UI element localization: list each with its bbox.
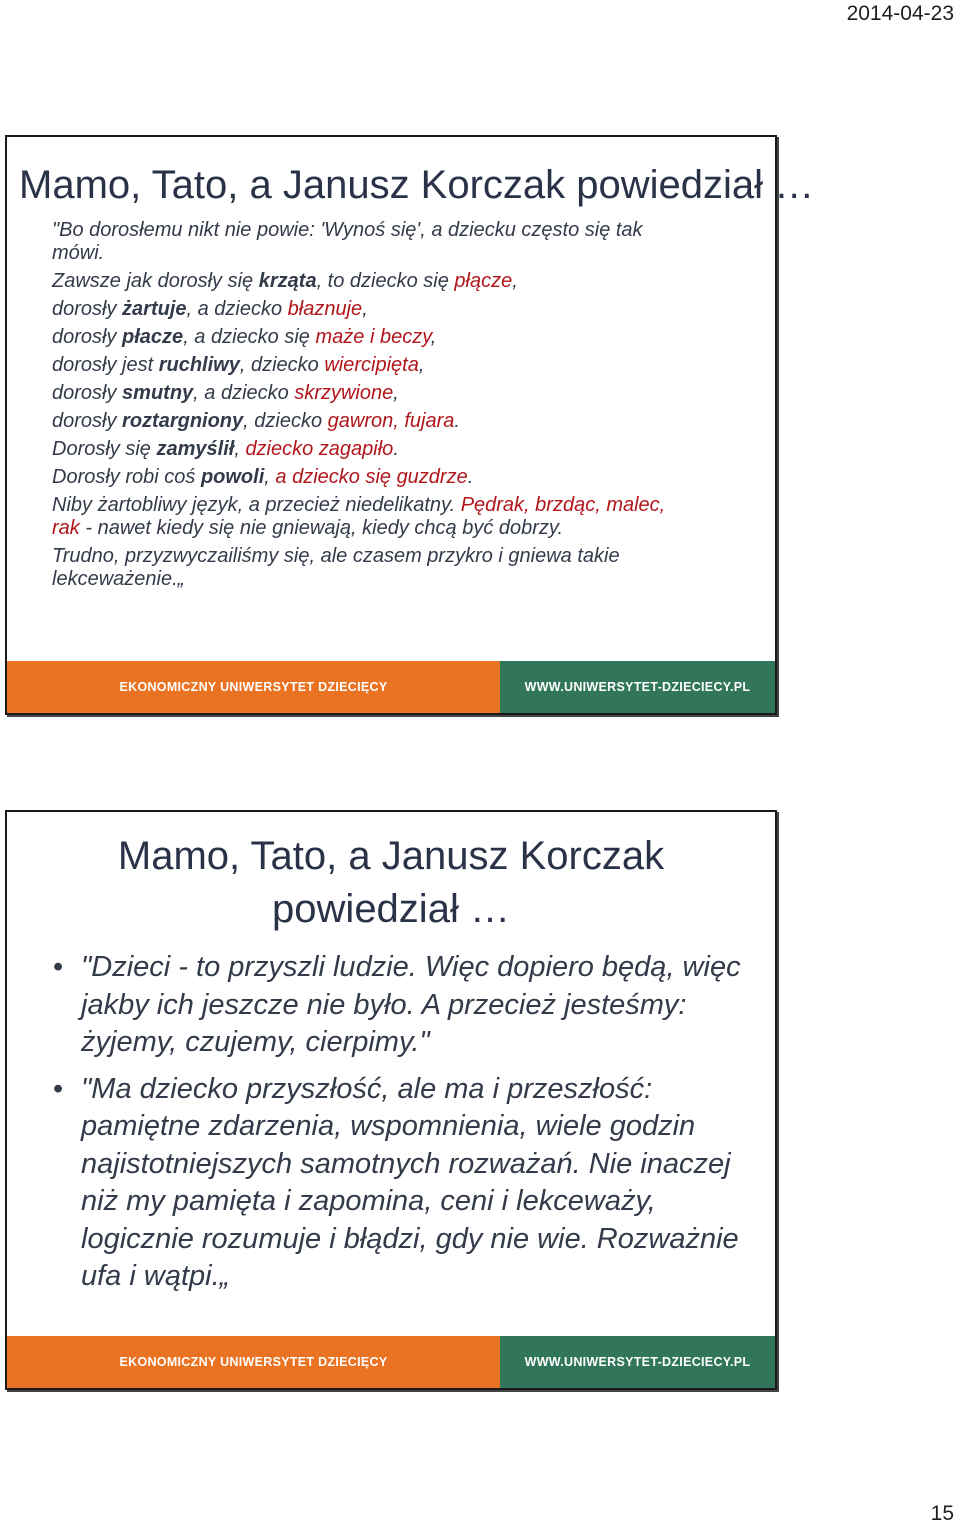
quote-line: Zawsze jak dorosły się krząta, to dziecko się płącze, bbox=[52, 270, 518, 292]
list-item bbox=[51, 949, 751, 1062]
slide-2-bullet-list bbox=[51, 949, 751, 1305]
footer-website-link[interactable]: WWW.UNIWERSYTET-DZIECIECY.PL bbox=[500, 1336, 775, 1388]
quote-line: dorosły smutny, a dziecko skrzywione, bbox=[52, 382, 399, 404]
list-item-text: "Ma dziecko przyszłość, ale ma i przeszłość: pamiętne zdarzenia, wspomnienia, wiele godzin najistotniejszych samotnych rozważań. Nie inaczej niż my pamięta i zapomina, ceni i lekceważy, logicznie rozumuje i błądzi, gdy nie wie. Rozważnie ufa i wątpi.„ bbox=[81, 1072, 739, 1292]
slide-1 bbox=[5, 135, 815, 715]
quote-line: "Bo dorosłemu nikt nie powie: 'Wynoś się', a dziecku często się tak bbox=[52, 219, 643, 241]
quote-line: mówi. bbox=[52, 242, 105, 264]
slide-1-title: Mamo, Tato, a Janusz Korczak powiedział … bbox=[19, 163, 815, 207]
quote-line: rak - nawet kiedy się nie gniewają, kiedy chcą być dobrzy. bbox=[52, 517, 563, 539]
bullet-icon: • bbox=[53, 1072, 64, 1105]
quote-line: Dorosły robi coś powoli, a dziecko się guzdrze. bbox=[52, 466, 474, 488]
quote-line: Trudno, przyzwyczailiśmy się, ale czasem przykro i gniewa takie bbox=[52, 545, 620, 567]
document-date: 2014-04-23 bbox=[846, 2, 954, 25]
list-item bbox=[51, 1071, 751, 1296]
quote-line: dorosły płacze, a dziecko się maże i beczy, bbox=[52, 326, 437, 348]
quote-line: dorosły roztargniony, dziecko gawron, fujara. bbox=[52, 410, 460, 432]
page-number: 15 bbox=[930, 1502, 954, 1525]
quote-line: lekceważenie.„ bbox=[52, 568, 185, 590]
slide-2-title-line: powiedział … bbox=[272, 887, 510, 931]
footer-brand-name: EKONOMICZNY UNIWERSYTET DZIECIĘCY bbox=[7, 661, 500, 713]
slide-footer bbox=[7, 661, 775, 713]
footer-brand-name: EKONOMICZNY UNIWERSYTET DZIECIĘCY bbox=[7, 1336, 500, 1388]
bullet-icon: • bbox=[53, 951, 64, 983]
quote-line: dorosły żartuje, a dziecko błaznuje, bbox=[52, 298, 368, 320]
quote-line: Dorosły się zamyślił, dziecko zagapiło. bbox=[52, 438, 399, 460]
footer-website-link[interactable]: WWW.UNIWERSYTET-DZIECIECY.PL bbox=[500, 661, 775, 713]
slide-footer bbox=[7, 1336, 775, 1388]
slide-1-quote bbox=[52, 219, 732, 596]
quote-line: Niby żartobliwy język, a przecież niedelikatny. Pędrak, brzdąc, malec, bbox=[52, 494, 666, 516]
slide-2-title bbox=[7, 830, 775, 936]
slide-2-title-line: Mamo, Tato, a Janusz Korczak bbox=[117, 834, 665, 878]
quote-line: dorosły jest ruchliwy, dziecko wiercipięta, bbox=[52, 354, 425, 376]
list-item-text: "Dzieci - to przyszli ludzie. Więc dopiero będą, więc jakby ich jeszcze nie było. A przecież jesteśmy: żyjemy, czujemy, cierpimy." bbox=[81, 951, 741, 1058]
slide-2 bbox=[5, 810, 777, 1390]
